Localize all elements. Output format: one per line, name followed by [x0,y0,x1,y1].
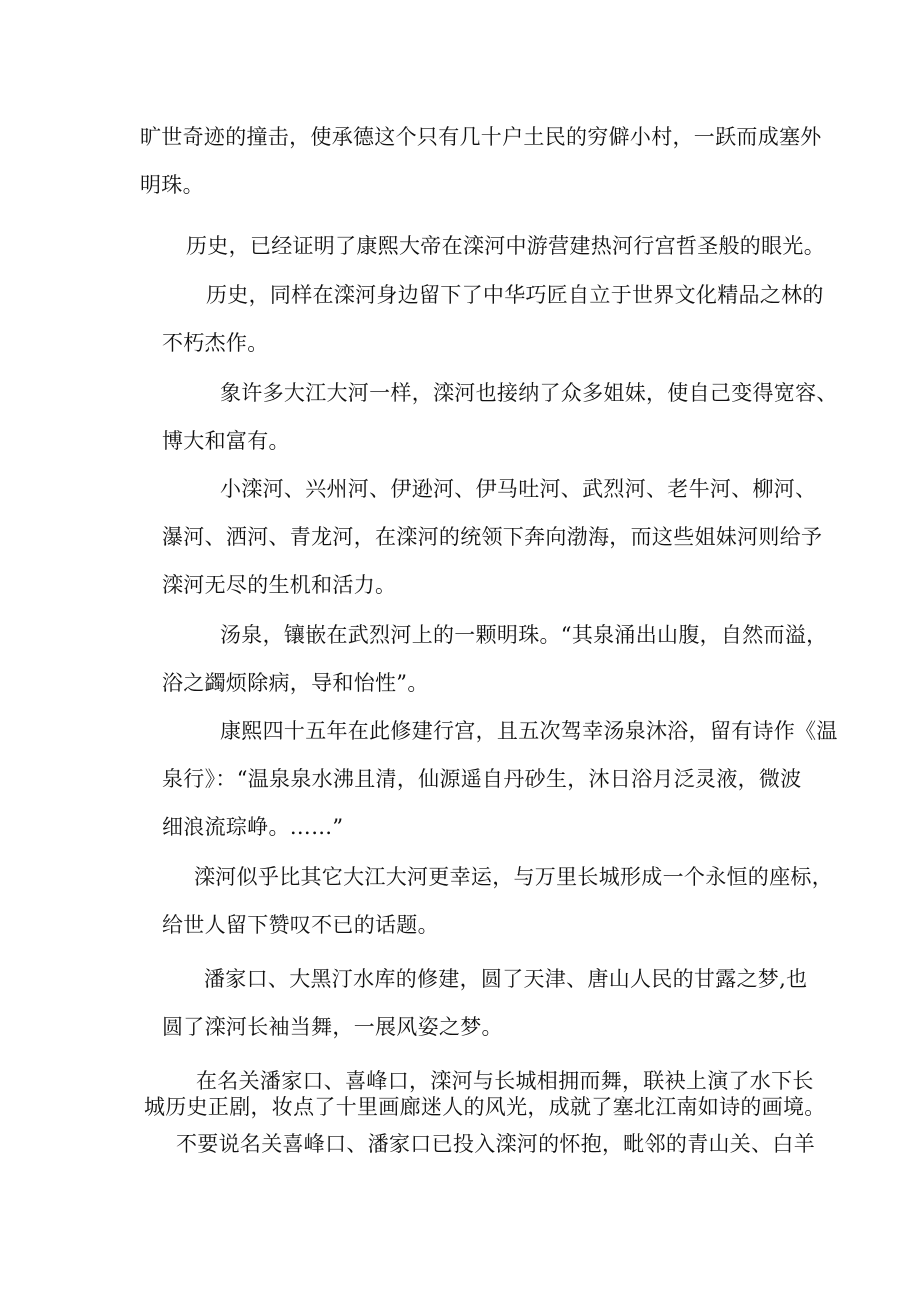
text-line: 康熙四十五年在此修建行宫，且五次驾幸汤泉沐浴，留有诗作《温 [220,719,838,743]
text-line: 潘家口、大黑汀水库的修建，圆了天津、唐山人民的甘露之梦,也 [204,967,808,991]
text-line: 旷世奇迹的撞击，使承德这个只有几十户土民的穷僻小村，一跃而成塞外 [140,125,822,149]
text-line: 小滦河、兴州河、伊逊河、伊马吐河、武烈河、老牛河、柳河、 [220,477,817,501]
text-line: 博大和富有。 [162,429,290,453]
text-line: 滦河似乎比其它大江大河更幸运，与万里长城形成一个永恒的座标， [194,865,833,889]
text-line: 明珠。 [140,173,204,197]
text-line: 不要说名关喜峰口、潘家口已投入滦河的怀抱，毗邻的青山关、白羊 [176,1132,815,1156]
text-line: 瀑河、洒河、青龙河，在滦河的统领下奔向渤海，而这些姐妹河则给予 [162,525,823,549]
text-line: 历史，已经证明了康熙大帝在滦河中游营建热河行宫哲圣般的眼光。 [186,234,825,258]
text-line: 城历史正剧，妆点了十里画廊迷人的风光，成就了塞北江南如诗的画境。 [144,1095,826,1119]
text-line: 浴之蠲烦除病，导和怡性”。 [162,671,429,695]
text-line: 不朽杰作。 [162,331,269,355]
text-line: 汤泉，镶嵌在武烈河上的一颗明珠。“其泉涌出山腹，自然而溢， [220,623,828,647]
text-line: 滦河无尽的生机和活力。 [162,573,397,597]
text-line: 给世人留下赞叹不已的话题。 [162,913,439,937]
text-line: 圆了滦河长袖当舞，一展风姿之梦。 [162,1015,503,1039]
text-line: 象许多大江大河一样，滦河也接纳了众多姐妹，使自己变得宽容、 [220,381,838,405]
text-line: 泉行》：“温泉泉水沸且清，仙源遥自丹砂生，沐日浴月泛灵液，微波 [162,767,802,791]
text-line: 细浪流琮峥。……” [162,815,344,839]
text-line: 在名关潘家口、喜峰口，滦河与长城相拥而舞，联袂上演了水下长 [196,1069,814,1093]
text-line: 历史，同样在滦河身边留下了中华巧匠自立于世界文化精品之林的 [206,283,824,307]
